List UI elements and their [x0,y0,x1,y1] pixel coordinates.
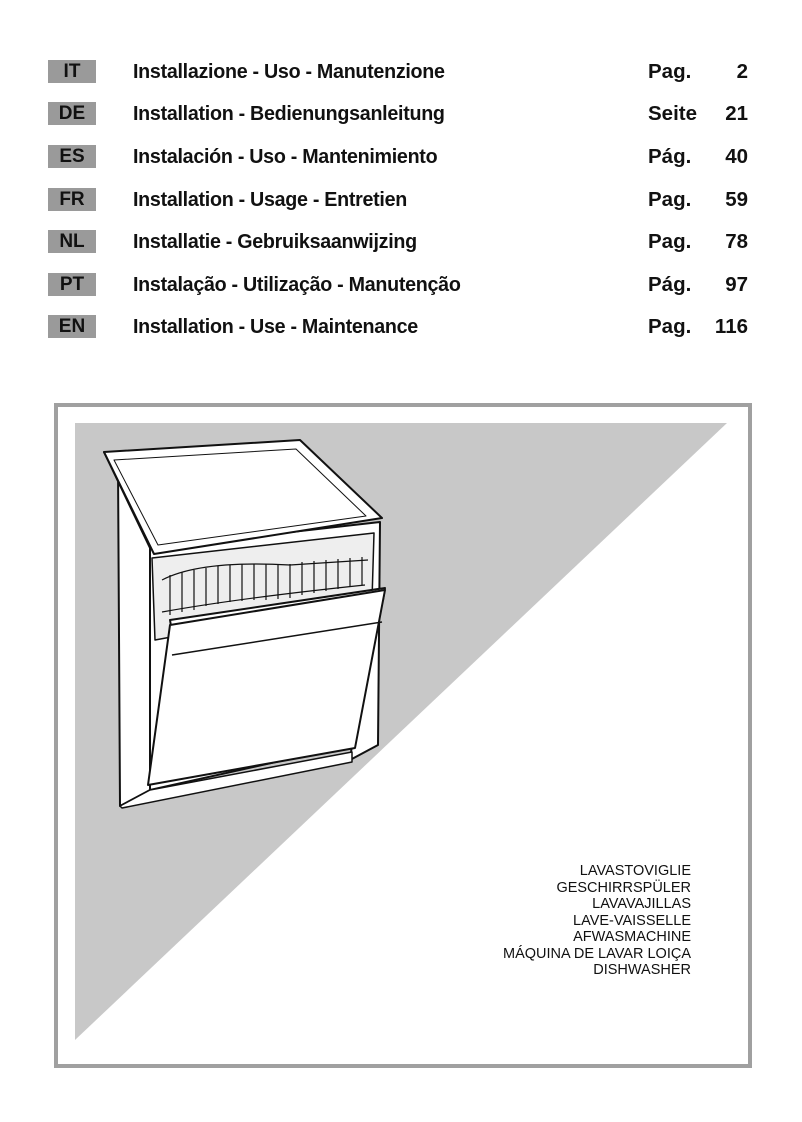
section-title: Instalación - Uso - Mantenimiento [133,145,438,168]
product-name-nl: AFWASMACHINE [573,929,691,945]
page-number: 40 [725,145,748,168]
page-label: Pág. [648,273,692,296]
page-number: 116 [714,315,748,338]
page-number: 97 [725,273,748,296]
product-name-pt: MÁQUINA DE LAVAR LOIÇA [502,945,691,962]
section-title: Installation - Bedienungsanleitung [133,102,445,125]
page-number: 2 [736,60,748,83]
product-name-de: GESCHIRRSPÜLER [556,879,691,896]
page-label: Pág. [648,145,692,168]
product-name-fr: LAVE-VAISSELLE [573,912,691,929]
product-name-it: LAVASTOVIGLIE [579,863,691,879]
section-title: Installazione - Uso - Manutenzione [133,60,445,83]
product-name-list [503,863,691,979]
language-code: EN [48,315,96,338]
product-name-en: DISHWASHER [593,962,691,978]
page-number: 78 [725,230,748,253]
section-title: Instalação - Utilização - Manutenção [133,273,461,296]
section-title: Installation - Usage - Entretien [133,188,408,211]
page-label: Pag. [648,315,692,338]
page-label: Pag. [648,230,692,253]
section-title: Installatie - Gebruiksaanwijzing [133,230,417,253]
page-number: 59 [725,188,748,211]
language-code: DE [48,102,96,125]
section-title: Installation - Use - Maintenance [133,315,418,338]
language-code: NL [48,230,96,253]
language-code: FR [48,188,96,211]
page-label: Pag. [648,60,692,83]
page-label: Seite [648,102,697,125]
product-name-es: LAVAVAJILLAS [592,896,691,912]
language-code: IT [48,60,96,83]
page-label: Pag. [648,188,692,211]
language-code: ES [48,145,96,168]
page-number: 21 [725,102,748,125]
language-code: PT [48,273,96,296]
